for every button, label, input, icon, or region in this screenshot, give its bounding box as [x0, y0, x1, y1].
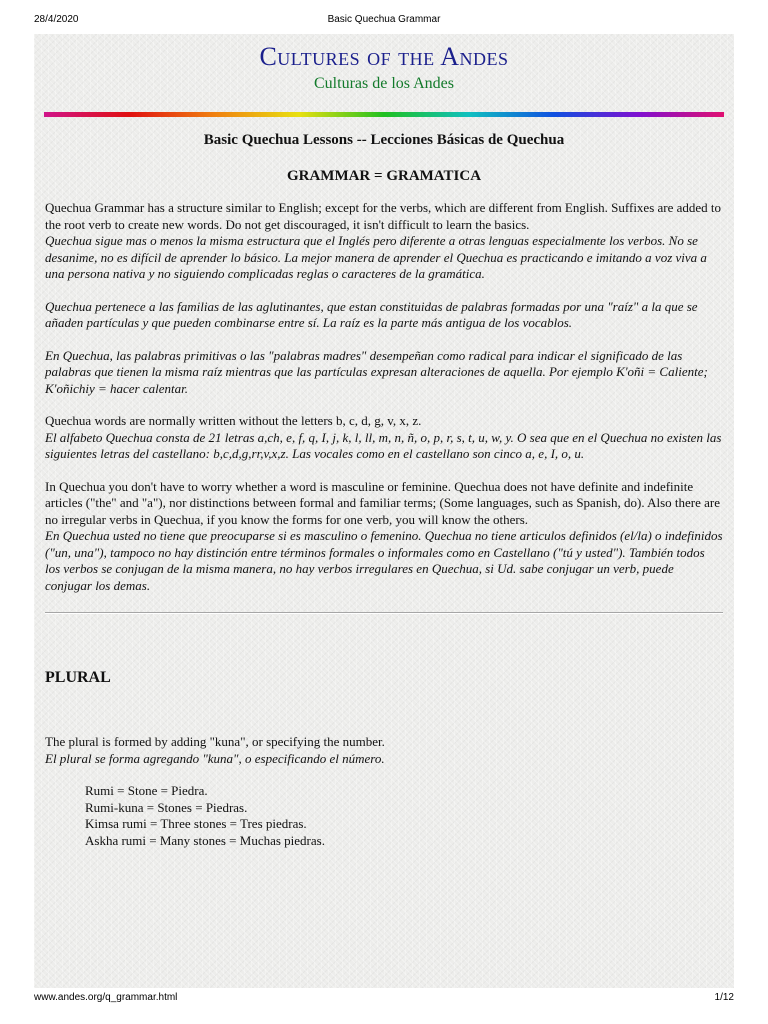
grammar-heading: GRAMMAR = GRAMATICA: [286, 168, 482, 184]
print-url: www.andes.org/q_grammar.html: [34, 992, 178, 1003]
plural-example: Rumi-kuna = Stones = Piedras.: [85, 799, 248, 815]
print-footer: [34, 992, 734, 1006]
alphabet-es: El alfabeto Quechua consta de 21 letras a,ch, e, f, q, I, j, k, l, ll, m, n, ñ, o, p, r, s, t, u, w, y. O sea que en el Quechua no existen las siguientes letras del castellano: b,c,d,g,rr,v,x,z. Las vocales como en el castellano son cinco a, e, I, o, u.: [45, 429, 722, 461]
intro-paragraph: [45, 200, 723, 283]
plural-example: Rumi = Stone = Piedra.: [85, 783, 208, 798]
site-title: Cultures of the Andes: [259, 42, 509, 71]
plural-es: El plural se forma agregando "kuna", o especificando el número.: [45, 750, 385, 766]
gender-es: En Quechua usted no tiene que preocuparse si es masculino o femenino. Quechua no tiene articulos definidos (el/la) o indefinidos ("un, una"), tampoco no hay distinción entre términos formales o informales como en Castellano ("tú y usted"). También todos los verbos se conjugan de la misma manera, no hay verbos irregulares en Quechua, si Ud. sabe conjugar un verb, puede conjugar los demas.: [45, 528, 723, 593]
intro-en: Quechua Grammar has a structure similar to English; except for the verbs, which are different from English. Suffixes are added to the root verb to create new words. Do not get discouraged, it isn't difficult to learn the basics.: [45, 200, 722, 232]
agglutinative-paragraph: Quechua pertenece a las familias de las aglutinantes, que estan constituidas de palabras formadas por una "raíz" a la que se añaden partículas y que pueden combinarse entre sí. La raíz es la parte más antigua de los vocablos.: [45, 298, 698, 330]
masthead: [34, 42, 734, 94]
intro-es: Quechua sigue mas o menos la misma estructura que el Inglés pero diferente a otras lenguas especialmente los verbos. No se desanime, no es difícil de aprender lo básico. La mejor manera de aprender el Quechua es practicando e imitando a voz viva a una persona nativa y no siguiendo complicadas reglas o caracteres de la gramática.: [45, 233, 707, 281]
rainbow-divider: [44, 112, 724, 117]
print-date: 28/4/2020: [34, 14, 79, 25]
site-subtitle: Culturas de los Andes: [314, 75, 454, 92]
gender-en: In Quechua you don't have to worry whether a word is masculine or feminine. Quechua does not have definite and indefinite articles ("the" and "a"), nor distinctions between formal and familiar terms; (Some languages, such as Spanish, do). Also there are no irregular verbs in Quechua, if you know the forms for one verb, you will know the others.: [45, 478, 721, 527]
plural-en: The plural is formed by adding "kuna", or specifying the number.: [45, 734, 385, 749]
main-content: [45, 128, 723, 849]
print-page-number: 1/12: [714, 992, 734, 1003]
alphabet-paragraph: [45, 413, 723, 463]
print-doc-title: Basic Quechua Grammar: [327, 14, 441, 25]
primitive-words-paragraph: En Quechua, las palabras primitivas o las "palabras madres" desempeñan como radical para indicar el significado de las palabras que tienen la misma raíz mientras que las partículas expresan alteraciones de aquella. Por ejemplo K'oñi = Caliente; K'oñichiy = hacer calentar.: [45, 347, 708, 396]
plural-intro: [45, 734, 723, 767]
plural-examples: [85, 783, 723, 849]
plural-example: Kimsa rumi = Three stones = Tres piedras.: [85, 816, 307, 831]
section-divider: [45, 612, 723, 614]
gender-paragraph: [45, 479, 723, 595]
print-header: [34, 14, 734, 28]
page-content: [34, 34, 734, 988]
lesson-heading: Basic Quechua Lessons -- Lecciones Básicas de Quechua: [203, 132, 565, 148]
plural-heading: PLURAL: [45, 669, 111, 686]
plural-example: Askha rumi = Many stones = Muchas piedras.: [85, 832, 325, 848]
alphabet-en: Quechua words are normally written without the letters b, c, d, g, v, x, z.: [45, 413, 422, 428]
